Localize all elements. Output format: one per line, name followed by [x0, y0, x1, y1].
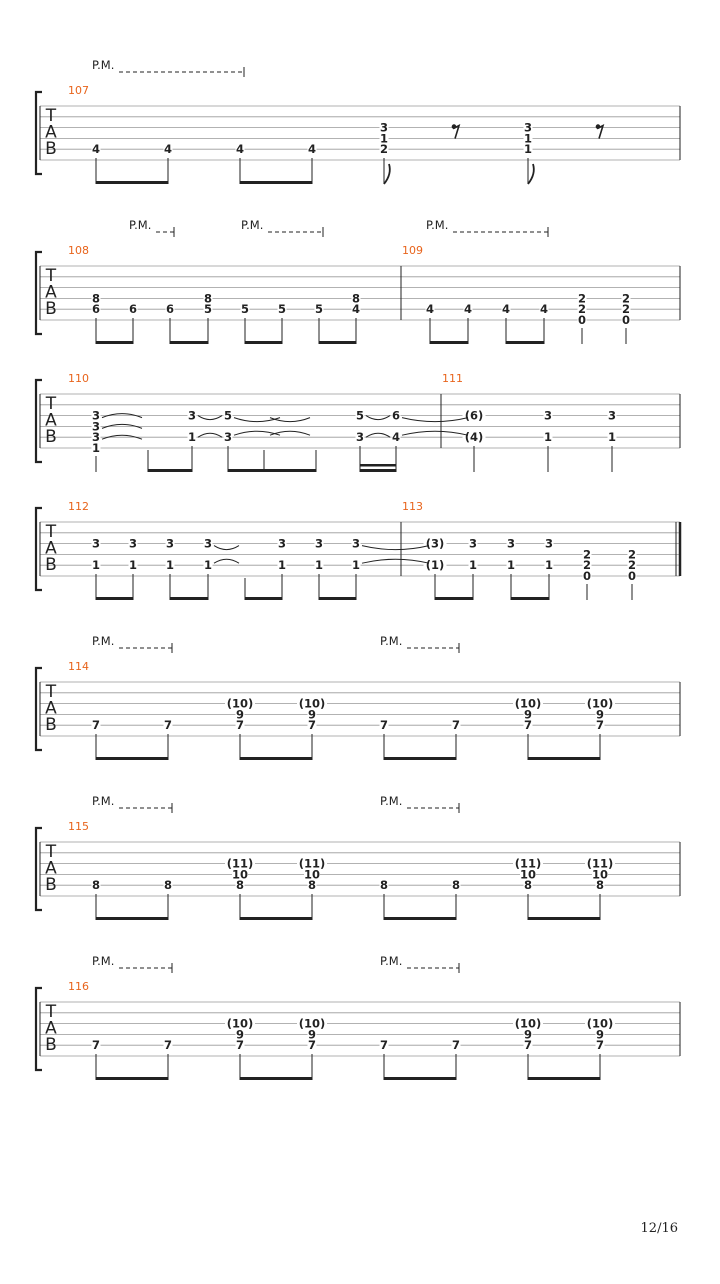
fret-number: 0: [577, 313, 587, 327]
note-beam: [384, 1077, 456, 1080]
tab-clef-letter: A: [45, 282, 57, 303]
fret-number: 4: [307, 142, 317, 157]
palm-mute-label: P.M.: [92, 954, 115, 968]
system-bracket: [36, 252, 42, 334]
tab-system: [36, 803, 680, 920]
fret-number: 5: [277, 302, 287, 317]
fret-number: 6: [391, 408, 401, 423]
note-beam: [245, 341, 282, 344]
tab-clef-letter: T: [45, 522, 57, 542]
fret-number: 2: [577, 291, 587, 306]
fret-number: 7: [595, 718, 605, 733]
tab-clef-letter: B: [45, 1035, 57, 1055]
tab-clef-letter: B: [45, 875, 57, 895]
tie-arc: [198, 416, 222, 420]
fret-number: (1): [425, 558, 445, 573]
measure-number: 109: [402, 244, 423, 257]
fret-number: (4): [464, 430, 484, 445]
measure-number: 114: [68, 660, 89, 673]
tab-clef-letter: B: [45, 715, 57, 735]
fret-number: 6: [165, 302, 175, 317]
palm-mute-label: P.M.: [426, 218, 449, 232]
fret-number: 9: [235, 707, 245, 722]
fret-number: 1: [351, 558, 361, 573]
note-beam: [240, 917, 312, 920]
fret-number: 4: [501, 302, 511, 317]
palm-mute-label: P.M.: [92, 794, 115, 808]
fret-number: 3: [91, 419, 101, 434]
fret-number: 7: [451, 1038, 461, 1053]
note-beam: [245, 597, 282, 600]
tab-system: [36, 963, 680, 1080]
tab-clef-letter: A: [45, 538, 57, 559]
measure-number: 115: [68, 820, 89, 833]
note-beam: [528, 917, 600, 920]
system-bracket: [36, 828, 42, 910]
fret-number: 5: [223, 408, 233, 423]
tie-arc: [366, 416, 390, 420]
fret-number: 1: [523, 142, 533, 157]
palm-mute-label: P.M.: [129, 218, 152, 232]
fret-number: 3: [165, 536, 175, 551]
fret-number: 3: [351, 536, 361, 551]
fret-number: 5: [203, 302, 213, 317]
fret-number: 7: [163, 718, 173, 733]
measure-number: 111: [442, 372, 463, 385]
note-beam: [228, 469, 316, 472]
fret-number: 7: [379, 1038, 389, 1053]
tie-arc: [402, 431, 468, 435]
fret-number: 4: [91, 142, 101, 157]
tab-clef-letter: T: [45, 842, 57, 862]
fret-number: 8: [203, 291, 213, 306]
fret-number: 0: [582, 569, 592, 583]
fret-number: 7: [523, 718, 533, 733]
fret-number: 7: [307, 718, 317, 733]
note-beam: [319, 597, 356, 600]
tab-clef-letter: T: [45, 1002, 57, 1022]
fret-number: 1: [543, 430, 553, 445]
measure-number: 116: [68, 980, 89, 993]
tab-clef-letter: A: [45, 410, 57, 431]
fret-number: 4: [163, 142, 173, 157]
fret-number: 7: [91, 718, 101, 733]
note-beam: [506, 341, 544, 344]
fret-number: 2: [621, 302, 631, 317]
palm-mute-label: P.M.: [92, 634, 115, 648]
fret-number: 10: [519, 867, 537, 882]
fret-number: 9: [307, 707, 317, 722]
fret-number: 4: [463, 302, 473, 317]
tab-clef-letter: A: [45, 698, 57, 719]
fret-number: 8: [163, 878, 173, 893]
note-beam: [384, 757, 456, 760]
tab-system: [36, 67, 680, 184]
fret-number: 1: [468, 558, 478, 573]
tie-arc: [234, 418, 280, 422]
fret-number: 2: [621, 291, 631, 306]
fret-number: 3: [544, 536, 554, 551]
fret-number: 1: [165, 558, 175, 573]
tie-arc: [214, 559, 239, 563]
note-beam: [511, 597, 549, 600]
fret-number: 7: [235, 718, 245, 733]
tab-clef-letter: T: [45, 394, 57, 414]
fret-number: (10): [514, 696, 542, 711]
eighth-rest-stem: [597, 126, 603, 139]
tie-arc: [366, 433, 390, 437]
note-beam: [96, 181, 168, 184]
note-beam: [319, 341, 356, 344]
tie-arc: [402, 418, 468, 422]
tab-clef-letter: A: [45, 858, 57, 879]
system-bracket: [36, 668, 42, 750]
note-beam: [528, 757, 600, 760]
tab-clef-letter: B: [45, 139, 57, 159]
fret-number: 0: [627, 569, 637, 583]
note-beam: [96, 757, 168, 760]
fret-number: 3: [91, 536, 101, 551]
fret-number: 7: [235, 1038, 245, 1053]
fret-number: 4: [235, 142, 245, 157]
fret-number: 9: [595, 707, 605, 722]
page-number: 12/16: [640, 1221, 678, 1236]
fret-number: 7: [307, 1038, 317, 1053]
measure-number: 107: [68, 84, 89, 97]
fret-number: 3: [203, 536, 213, 551]
note-beam: [430, 341, 468, 344]
fret-number: 9: [523, 1027, 533, 1042]
fret-number: 7: [379, 718, 389, 733]
fret-number: 1: [277, 558, 287, 573]
fret-number: 8: [379, 878, 389, 893]
note-beam: [384, 917, 456, 920]
fret-number: 1: [506, 558, 516, 573]
fret-number: 7: [451, 718, 461, 733]
fret-number: 7: [163, 1038, 173, 1053]
tie-arc: [270, 431, 310, 435]
measure-number: 113: [402, 500, 423, 513]
fret-number: (10): [226, 1016, 254, 1031]
fret-number: 8: [595, 878, 605, 893]
fret-number: 3: [543, 408, 553, 423]
fret-number: 9: [595, 1027, 605, 1042]
note-beam: [148, 469, 192, 472]
fret-number: (11): [226, 856, 254, 871]
system-bracket: [36, 508, 42, 590]
fret-number: 3: [314, 536, 324, 551]
system-bracket: [36, 380, 42, 462]
tab-system: [36, 380, 680, 472]
fret-number: 1: [203, 558, 213, 573]
fret-number: 1: [91, 558, 101, 573]
fret-number: (10): [586, 1016, 614, 1031]
note-beam: [96, 597, 133, 600]
fret-number: 2: [582, 558, 592, 573]
fret-number: 8: [91, 291, 101, 306]
fret-number: 3: [223, 430, 233, 445]
fret-number: 2: [627, 547, 637, 562]
fret-number: 8: [523, 878, 533, 893]
tab-clef-letter: T: [45, 682, 57, 702]
fret-number: 1: [523, 131, 533, 146]
palm-mute-label: P.M.: [92, 58, 115, 72]
fret-number: 10: [231, 867, 249, 882]
note-flag: [528, 164, 534, 184]
palm-mute-label: P.M.: [380, 954, 403, 968]
fret-number: (11): [586, 856, 614, 871]
fret-number: 4: [539, 302, 549, 317]
fret-number: 9: [307, 1027, 317, 1042]
fret-number: (10): [226, 696, 254, 711]
note-beam: [96, 1077, 168, 1080]
fret-number: 3: [277, 536, 287, 551]
fret-number: 8: [91, 878, 101, 893]
fret-number: 3: [355, 430, 365, 445]
fret-number: 6: [128, 302, 138, 317]
fret-number: 4: [425, 302, 435, 317]
fret-number: (10): [298, 696, 326, 711]
fret-number: (11): [298, 856, 326, 871]
tie-arc: [234, 431, 280, 435]
palm-mute-label: P.M.: [241, 218, 264, 232]
fret-number: 3: [91, 408, 101, 423]
fret-number: 9: [235, 1027, 245, 1042]
note-beam: [96, 917, 168, 920]
tie-arc: [214, 546, 239, 550]
fret-number: (10): [514, 1016, 542, 1031]
fret-number: 3: [128, 536, 138, 551]
tab-clef-letter: T: [45, 106, 57, 126]
fret-number: 8: [351, 291, 361, 306]
fret-number: 3: [468, 536, 478, 551]
palm-mute-label: P.M.: [380, 634, 403, 648]
fret-number: 3: [91, 430, 101, 445]
fret-number: 10: [303, 867, 321, 882]
fret-number: 7: [595, 1038, 605, 1053]
note-beam: [240, 757, 312, 760]
fret-number: 5: [314, 302, 324, 317]
fret-number: 2: [379, 142, 389, 157]
fret-number: 1: [128, 558, 138, 573]
fret-number: 3: [506, 536, 516, 551]
fret-number: (6): [464, 408, 484, 423]
note-flag: [384, 164, 390, 184]
fret-number: 1: [91, 441, 101, 455]
note-beam: [96, 341, 133, 344]
fret-number: 1: [314, 558, 324, 573]
fret-number: 1: [187, 430, 197, 445]
fret-number: 8: [235, 878, 245, 893]
fret-number: 3: [187, 408, 197, 423]
tab-system: [36, 643, 680, 760]
note-beam: [170, 341, 208, 344]
note-beam: [528, 1077, 600, 1080]
fret-number: 5: [355, 408, 365, 423]
tab-clef-letter: T: [45, 266, 57, 286]
measure-number: 110: [68, 372, 89, 385]
fret-number: 2: [577, 302, 587, 317]
fret-number: 1: [544, 558, 554, 573]
fret-number: (3): [425, 536, 445, 551]
tie-arc: [362, 559, 429, 563]
fret-number: 9: [523, 707, 533, 722]
fret-number: 1: [607, 430, 617, 445]
tab-clef-letter: B: [45, 555, 57, 575]
fret-number: 2: [582, 547, 592, 562]
fret-number: 5: [240, 302, 250, 317]
tab-clef-letter: A: [45, 122, 57, 143]
fret-number: 7: [91, 1038, 101, 1053]
note-beam: [240, 1077, 312, 1080]
palm-mute-label: P.M.: [380, 794, 403, 808]
tie-arc: [270, 418, 310, 422]
tie-arc: [198, 433, 222, 437]
fret-number: 3: [523, 120, 533, 135]
tab-clef-letter: A: [45, 1018, 57, 1039]
note-beam: [435, 597, 473, 600]
note-beam-16th: [360, 464, 396, 467]
fret-number: 7: [523, 1038, 533, 1053]
fret-number: 6: [91, 302, 101, 317]
fret-number: 2: [627, 558, 637, 573]
fret-number: 4: [391, 430, 401, 445]
fret-number: (10): [586, 696, 614, 711]
fret-number: 3: [607, 408, 617, 423]
measure-number: 108: [68, 244, 89, 257]
note-beam: [360, 469, 396, 472]
system-bracket: [36, 988, 42, 1070]
fret-number: 0: [621, 313, 631, 327]
tab-clef-letter: B: [45, 299, 57, 319]
eighth-rest-stem: [453, 126, 459, 139]
fret-number: 4: [351, 302, 361, 317]
fret-number: (11): [514, 856, 542, 871]
note-beam: [170, 597, 208, 600]
fret-number: 3: [379, 120, 389, 135]
fret-number: 8: [307, 878, 317, 893]
tab-clef-letter: B: [45, 427, 57, 447]
fret-number: 10: [591, 867, 609, 882]
fret-number: 1: [379, 131, 389, 146]
system-bracket: [36, 92, 42, 174]
tie-arc: [362, 546, 429, 550]
fret-number: (10): [298, 1016, 326, 1031]
measure-number: 112: [68, 500, 89, 513]
fret-number: 8: [451, 878, 461, 893]
note-beam: [240, 181, 312, 184]
